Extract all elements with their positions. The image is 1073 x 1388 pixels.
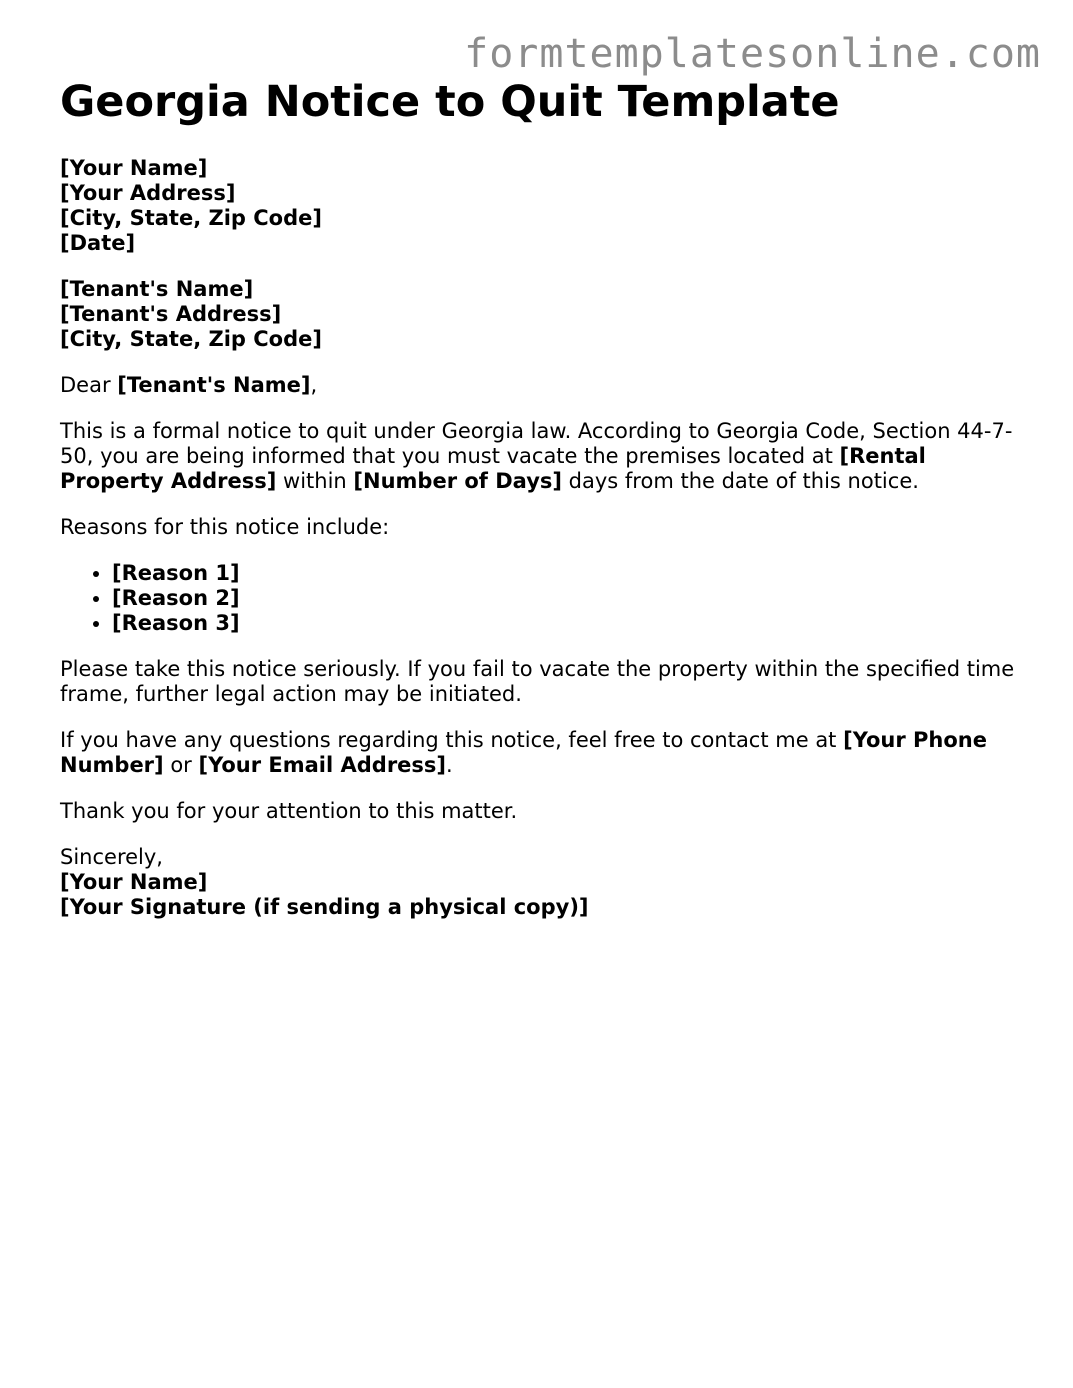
tenant-address: [Tenant's Address]: [60, 302, 282, 326]
page-title: Georgia Notice to Quit Template: [60, 77, 840, 127]
letter-date: [Date]: [60, 231, 136, 255]
signature-line: [Your Signature (if sending a physical copy)]: [60, 895, 589, 919]
warning-paragraph: Please take this notice seriously. If you fail to vacate the property within the specified time frame, further legal action may be initiated.: [60, 657, 1015, 706]
rental-property-address: [Rental Property Address]: [60, 444, 926, 493]
list-item: • [Reason 1]: [112, 561, 1020, 586]
sender-address: [Your Address]: [60, 181, 236, 205]
tenant-name: [Tenant's Name]: [60, 277, 254, 301]
email-address: [Your Email Address]: [198, 753, 447, 777]
intro-paragraph: This is a formal notice to quit under Georgia law. According to Georgia Code, Section 44-7-50, you are being informed that you must vacate the premises located at [Rental Property Address] within [Number of Days] days from the date of this notice.: [60, 419, 1013, 493]
tenant-city-state-zip: [City, State, Zip Code]: [60, 327, 322, 351]
sender-name: [Your Name]: [60, 156, 208, 180]
list-item: • [Reason 3]: [112, 611, 1020, 636]
number-of-days: [Number of Days]: [353, 469, 562, 493]
sender-city-state-zip: [City, State, Zip Code]: [60, 206, 322, 230]
reasons-intro: Reasons for this notice include:: [60, 515, 390, 539]
sender-block: [60, 156, 1020, 256]
watermark: formtemplatesonline.com: [464, 31, 1041, 77]
closing-name: [Your Name]: [60, 870, 208, 894]
closing-block: [60, 845, 1020, 920]
salutation-tenant-name: [Tenant's Name]: [117, 373, 311, 397]
list-item: • [Reason 2]: [112, 586, 1020, 611]
sign-off: Sincerely,: [60, 845, 163, 869]
notice-document: [60, 76, 1020, 920]
phone-number: [Your Phone Number]: [60, 728, 987, 777]
contact-paragraph: If you have any questions regarding this notice, feel free to contact me at [Your Phone Number] or [Your Email Address].: [60, 728, 987, 777]
thanks-paragraph: Thank you for your attention to this matter.: [60, 799, 518, 823]
recipient-block: [60, 277, 1020, 352]
salutation: Dear [Tenant's Name],: [60, 373, 318, 397]
reasons-list: [60, 561, 1020, 636]
